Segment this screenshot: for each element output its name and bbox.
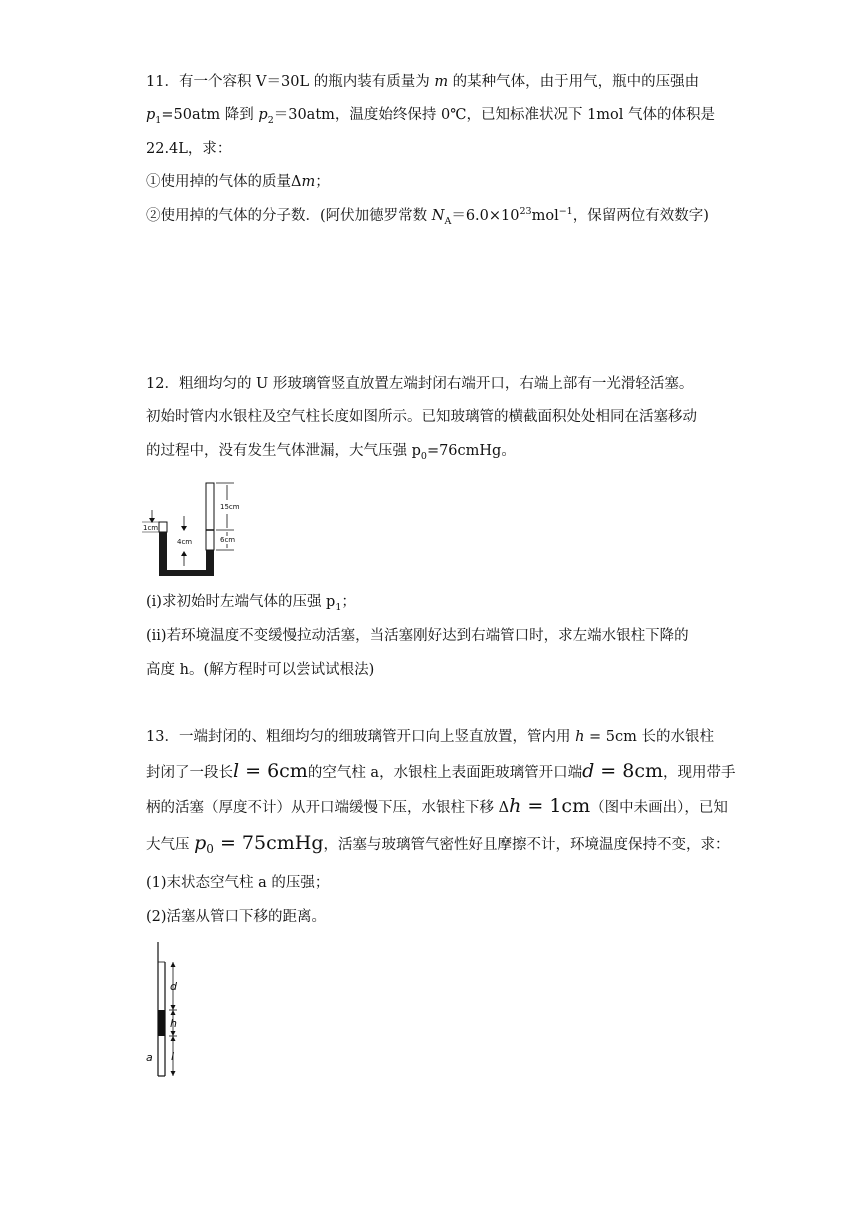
label-1cm: 1cm <box>143 524 159 532</box>
q11-line-5: ②使用掉的气体的分子数．(阿伏加德罗常数 $N_A=6.0\times 10^{23}mol^{-1}$，保留两位有效数字) <box>146 206 709 227</box>
label-4cm: 4cm <box>177 538 193 546</box>
u-tube-figure <box>140 478 250 588</box>
glass-tube-figure <box>140 940 200 1085</box>
label-l: l <box>171 1050 175 1063</box>
label-6cm: 6cm <box>220 536 236 544</box>
q13-line-5: (1)末状态空气柱 a 的压强； <box>146 875 330 891</box>
q11-line-2: $p_1=50atm$ 降到 $p_2=30atm$，温度始终保持 0℃，已知标准状况下 1mol 气体的体积是 <box>146 107 716 126</box>
label-a: a <box>146 1051 153 1064</box>
q13-line-4: 大气压 $p_0$ = 75cmHg，活塞与玻璃管气密性好且摩擦不计，环境温度保持不变，求： <box>146 832 730 856</box>
q11-line-4: ①使用掉的气体的质量Δm； <box>146 174 330 190</box>
q12-line-2: 初始时管内水银柱及空气柱长度如图所示。已知玻璃管的横截面积处处相同在活塞移动 <box>146 409 697 425</box>
q13-line-3: 柄的活塞（厚度不计）从开口端缓慢下压，水银柱下移 Δh = 1cm（图中未画出），已知 <box>146 795 728 817</box>
q12-line-1: 12．粗细均匀的 U 形玻璃管竖直放置左端封闭右端开口，右端上部有一光滑轻活塞。 <box>146 376 694 392</box>
q13-line-1: 13．一端封闭的、粗细均匀的细玻璃管开口向上竖直放置，管内用 h = 5cm 长的水银柱 <box>146 729 714 745</box>
label-h: h <box>170 1017 177 1030</box>
q13-line-6: (2)活塞从管口下移的距离。 <box>146 909 327 925</box>
q12-line-6: 高度 h。(解方程时可以尝试试根法) <box>146 662 375 678</box>
q12-line-5: (ⅱ)若环境温度不变缓慢拉动活塞，当活塞刚好达到右端管口时，求左端水银柱下降的 <box>146 628 689 644</box>
label-15cm: 15cm <box>220 503 240 511</box>
q11-line-1: 11．有一个容积 V＝30L 的瓶内装有质量为 m 的某种气体，由于用气，瓶中的压强由 <box>146 74 700 90</box>
q11-line-3: 22.4L，求： <box>146 141 232 157</box>
q13-line-2: 封闭了一段长l = 6cm的空气柱 a，水银柱上表面距玻璃管开口端d = 8cm，现用带手 <box>146 760 736 782</box>
label-d: d <box>170 980 177 993</box>
q12-line-3: 的过程中，没有发生气体泄漏，大气压强 $p_0=76cmHg$。 <box>146 443 516 462</box>
q12-line-4: (i)求初始时左端气体的压强 $p_1$； <box>146 594 356 613</box>
